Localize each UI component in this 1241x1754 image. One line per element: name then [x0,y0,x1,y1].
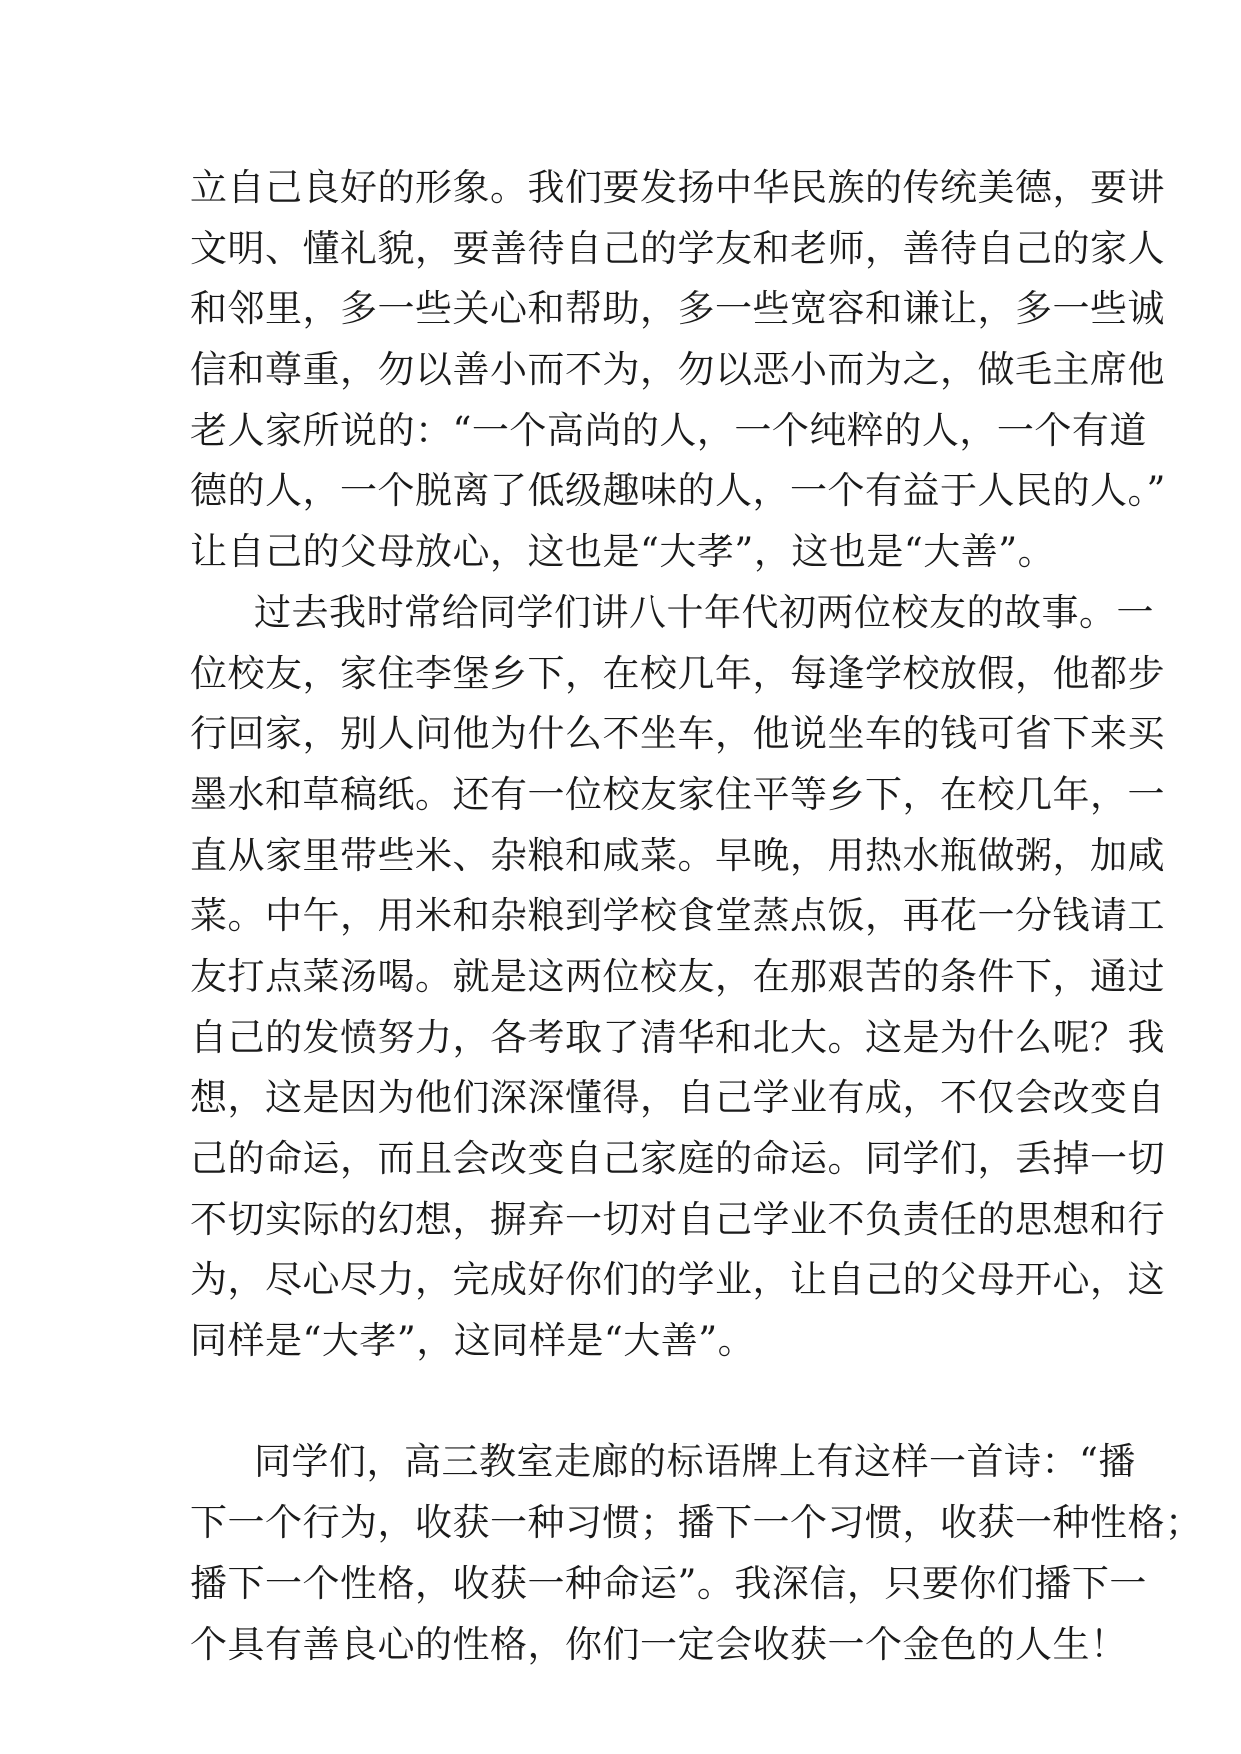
text-line: 文明、懂礼貌，要善待自己的学友和老师，善待自己的家人 [190,226,1165,270]
text-line: 行回家，别人问他为什么不坐车，他说坐车的钱可省下来买 [190,712,1165,756]
text-line: 老人家所说的：“一个高尚的人，一个纯粹的人，一个有道 [190,408,1147,452]
text-line: 菜。中午，用米和杂粮到学校食堂蒸点饭，再花一分钱请工 [190,894,1165,938]
document-body [190,158,1203,1675]
paragraph-3 [190,1432,1203,1675]
text-line: 让自己的父母放心，这也是“大孝”，这也是“大善”。 [190,530,1056,574]
text-line: 位校友，家住李堡乡下，在校几年，每逢学校放假，他都步 [190,651,1165,695]
text-line: 想，这是因为他们深深懂得，自己学业有成，不仅会改变自 [190,1076,1165,1120]
text-line: 德的人，一个脱离了低级趣味的人，一个有益于人民的人。” [190,469,1166,513]
text-line: 同学们，高三教室走廊的标语牌上有这样一首诗：“播 [254,1440,1136,1484]
text-line: 自己的发愤努力，各考取了清华和北大。这是为什么呢？我 [190,1015,1165,1059]
text-line: 不切实际的幻想，摒弃一切对自己学业不负责任的思想和行 [190,1197,1165,1241]
paragraph-1 [190,158,1166,583]
text-line: 播下一个性格，收获一种命运”。我深信，只要你们播下一 [190,1561,1147,1605]
text-line: 直从家里带些米、杂粮和咸菜。早晚，用热水瓶做粥，加咸 [190,833,1165,877]
text-line: 己的命运，而且会改变自己家庭的命运。同学们，丢掉一切 [190,1137,1165,1180]
text-line: 和邻里，多一些关心和帮助，多一些宽容和谦让，多一些诚 [190,287,1165,331]
text-line [190,1372,1070,1433]
paragraph-2 [190,583,1165,1433]
text-line: 友打点菜汤喝。就是这两位校友，在那艰苦的条件下，通过 [190,954,1165,998]
text-line: 信和尊重，勿以善小而不为，勿以恶小而为之，做毛主席他 [190,348,1165,392]
text-line: 过去我时常给同学们讲八十年代初两位校友的故事。一 [254,590,1154,634]
text-line: 个具有善良心的性格，你们一定会收获一个金色的人生！ [190,1622,1128,1666]
text-line: 同样是“大孝”，这同样是“大善”。 [190,1319,756,1363]
text-line: 下一个行为，收获一种习惯；播下一个习惯，收获一种性格； [190,1501,1203,1545]
text-line: 立自己良好的形象。我们要发扬中华民族的传统美德，要讲 [190,166,1165,209]
text-line: 墨水和草稿纸。还有一位校友家住平等乡下，在校几年，一 [190,772,1165,816]
text-line: 为，尽心尽力，完成好你们的学业，让自己的父母开心，这 [190,1258,1165,1302]
